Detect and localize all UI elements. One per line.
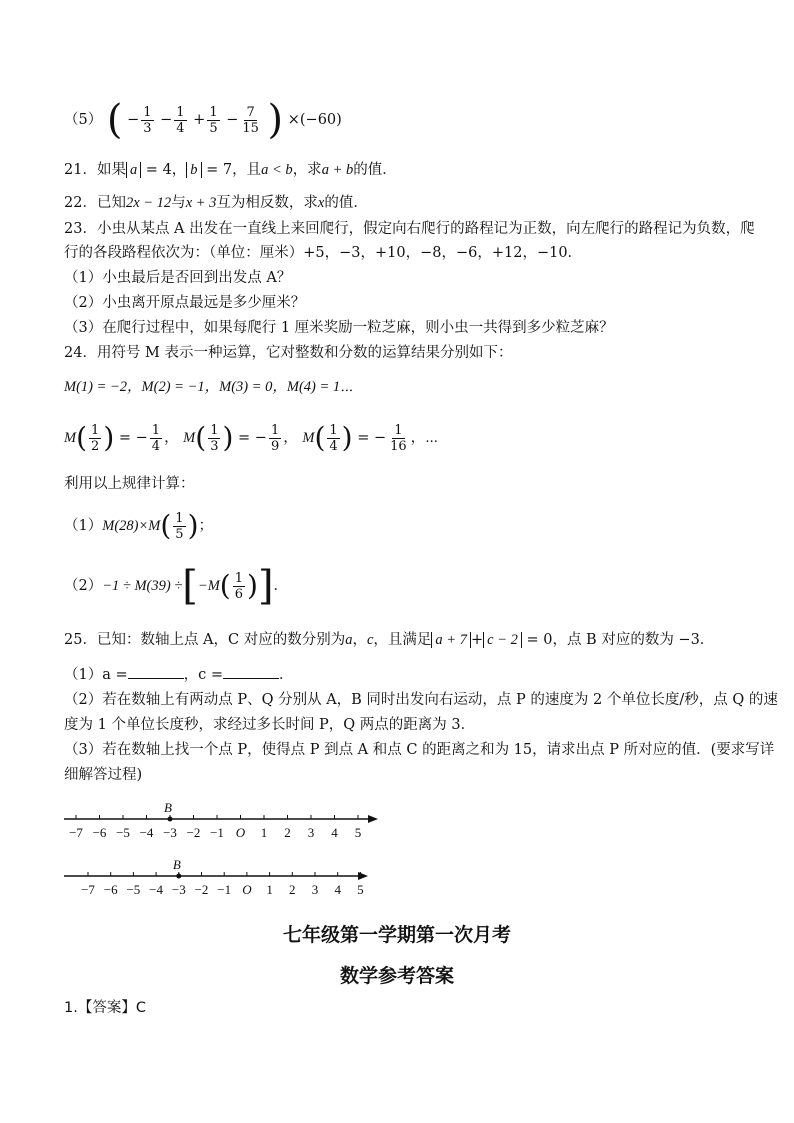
tick-label: −5	[126, 882, 141, 897]
tick-label: −6	[103, 882, 118, 897]
axis-arrow	[368, 815, 378, 823]
question-24-integers: M(1) = −2，M(2) = −1，M(3) = 0，M(4) = 1⋯	[64, 379, 354, 395]
point-b	[168, 817, 173, 822]
tick-label: −2	[186, 825, 201, 840]
question-25-line1: 25．已知：数轴上点 A，C 对应的数分别为a，c，且满足 a + 7 + c − 2 = 0，点 B 对应的数为 −3．	[64, 632, 715, 648]
tick-label: −1	[217, 882, 232, 897]
question-24-fractions: M( $\frac{1}{2}$ ) = − $\frac{1}{4}$ ， M( $\frac{1}{3}$ ) = − $\frac{1}{9}$ ， M( $\frac{1}{4}$ ) = − $\frac{1}{16}$ ，⋯	[64, 421, 439, 454]
question-23-line1: 23．小虫从某点 A 出发在一直线上来回爬行，假定向右爬行的路程记为正数，向左爬行的路程记为负数，爬	[64, 221, 755, 237]
point-b-label: B	[172, 857, 181, 872]
tick-label: 1	[266, 882, 273, 897]
fraction: $\frac{1}{3}$	[143, 104, 152, 136]
question-24-sub1: （1）M(28)×M( $\frac{1}{5}$ )；	[64, 509, 213, 542]
tick-label: −7	[81, 882, 95, 897]
tick-label: −3	[163, 825, 177, 840]
number-line-1	[60, 795, 390, 845]
question-25-sub1: （1）a = ，c = ．	[64, 664, 294, 685]
tick-label: 1	[260, 825, 268, 840]
tick-label: 4	[334, 882, 341, 897]
question-21: 21．如果 a = 4， b = 7，且a < b，求a + b的值．	[64, 162, 397, 178]
question-23-sub3: （3）在爬行过程中，如果每爬行 1 厘米奖励一粒芝麻，则小虫一共得到多少粒芝麻？	[64, 320, 614, 336]
tick-label: −5	[116, 825, 130, 840]
question-25-sub3-line2: 细解答过程)	[64, 767, 143, 783]
close-paren: )	[267, 97, 284, 143]
answer-1: 1.【答案】C	[64, 1000, 146, 1016]
tick-label: −7	[69, 825, 83, 840]
point-b-label: B	[164, 800, 172, 815]
q20-factor: (−60)	[299, 112, 342, 128]
tick-label: 4	[331, 825, 338, 840]
fraction: $\frac{1}{5}$	[209, 104, 218, 136]
tick-label: O	[242, 882, 252, 897]
question-24-line1: 24．用符号 M 表示一种运算，它对整数和分数的运算结果分别如下：	[64, 345, 513, 361]
tick-label: −4	[139, 825, 154, 840]
tick-label: 5	[357, 882, 364, 897]
question-22: 22．已知2x − 12与x + 3互为相反数，求x的值．	[64, 195, 368, 211]
axis-arrow	[358, 872, 368, 880]
fraction: $\frac{1}{4}$	[176, 104, 185, 136]
q20-label: （5）	[64, 112, 103, 128]
question-23-line2: 行的各段路程依次为：（单位：厘米）+5，−3，+10，−8，−6，+12，−10．	[64, 245, 583, 261]
answer-blank[interactable]	[223, 664, 279, 679]
open-paren: (	[106, 97, 123, 143]
tick-label: −6	[92, 825, 107, 840]
tick-label: 3	[311, 882, 319, 897]
tick-label: 5	[354, 825, 362, 840]
tick-label: −1	[210, 825, 224, 840]
question-24-rule: 利用以上规律计算：	[64, 476, 195, 492]
question-25-sub2-line1: （2）若在数轴上有两动点 P、Q 分别从 A，B 同时出发向右运动，点 P 的速度为 2 个单位长度/秒，点 Q 的速	[64, 692, 778, 708]
tick-label: −4	[149, 882, 164, 897]
answer-subtitle: 数学参考答案	[339, 965, 454, 987]
question-24-sub2: （2）−1 ÷ M(39) ÷[−M( $\frac{1}{6}$ )]．	[64, 563, 289, 609]
answer-blank[interactable]	[128, 664, 184, 679]
number-line-2	[60, 852, 390, 902]
tick-label: 3	[307, 825, 315, 840]
question-25-sub3-line1: （3）若在数轴上找一个点 P，使得点 P 到点 A 和点 C 的距离之和为 15，请求出点 P 所对应的值．(要求写详	[64, 742, 775, 758]
tick-label: 2	[289, 882, 296, 897]
point-b	[176, 874, 181, 879]
tick-label: −3	[171, 882, 186, 897]
answer-title: 七年级第一学期第一次月考	[282, 924, 511, 946]
fraction: $\frac{7}{15}$	[242, 104, 259, 136]
tick-label: −2	[194, 882, 209, 897]
tick-label: O	[235, 825, 246, 840]
question-23-sub1: （1）小虫最后是否回到出发点 A？	[64, 270, 292, 286]
q20-part5: （5） ( − $\frac{1}{3}$ − $\frac{1}{4}$ + $\frac{1}{5}$ − $\frac{7}{15}$ ) ×(−60)	[64, 97, 342, 143]
question-23-sub2: （2）小虫离开原点最远是多少厘米？	[64, 295, 306, 311]
question-25-sub2-line2: 度为 1 个单位长度秒，求经过多长时间 P，Q 两点的距离为 3．	[64, 717, 476, 733]
tick-label: 2	[284, 825, 291, 840]
